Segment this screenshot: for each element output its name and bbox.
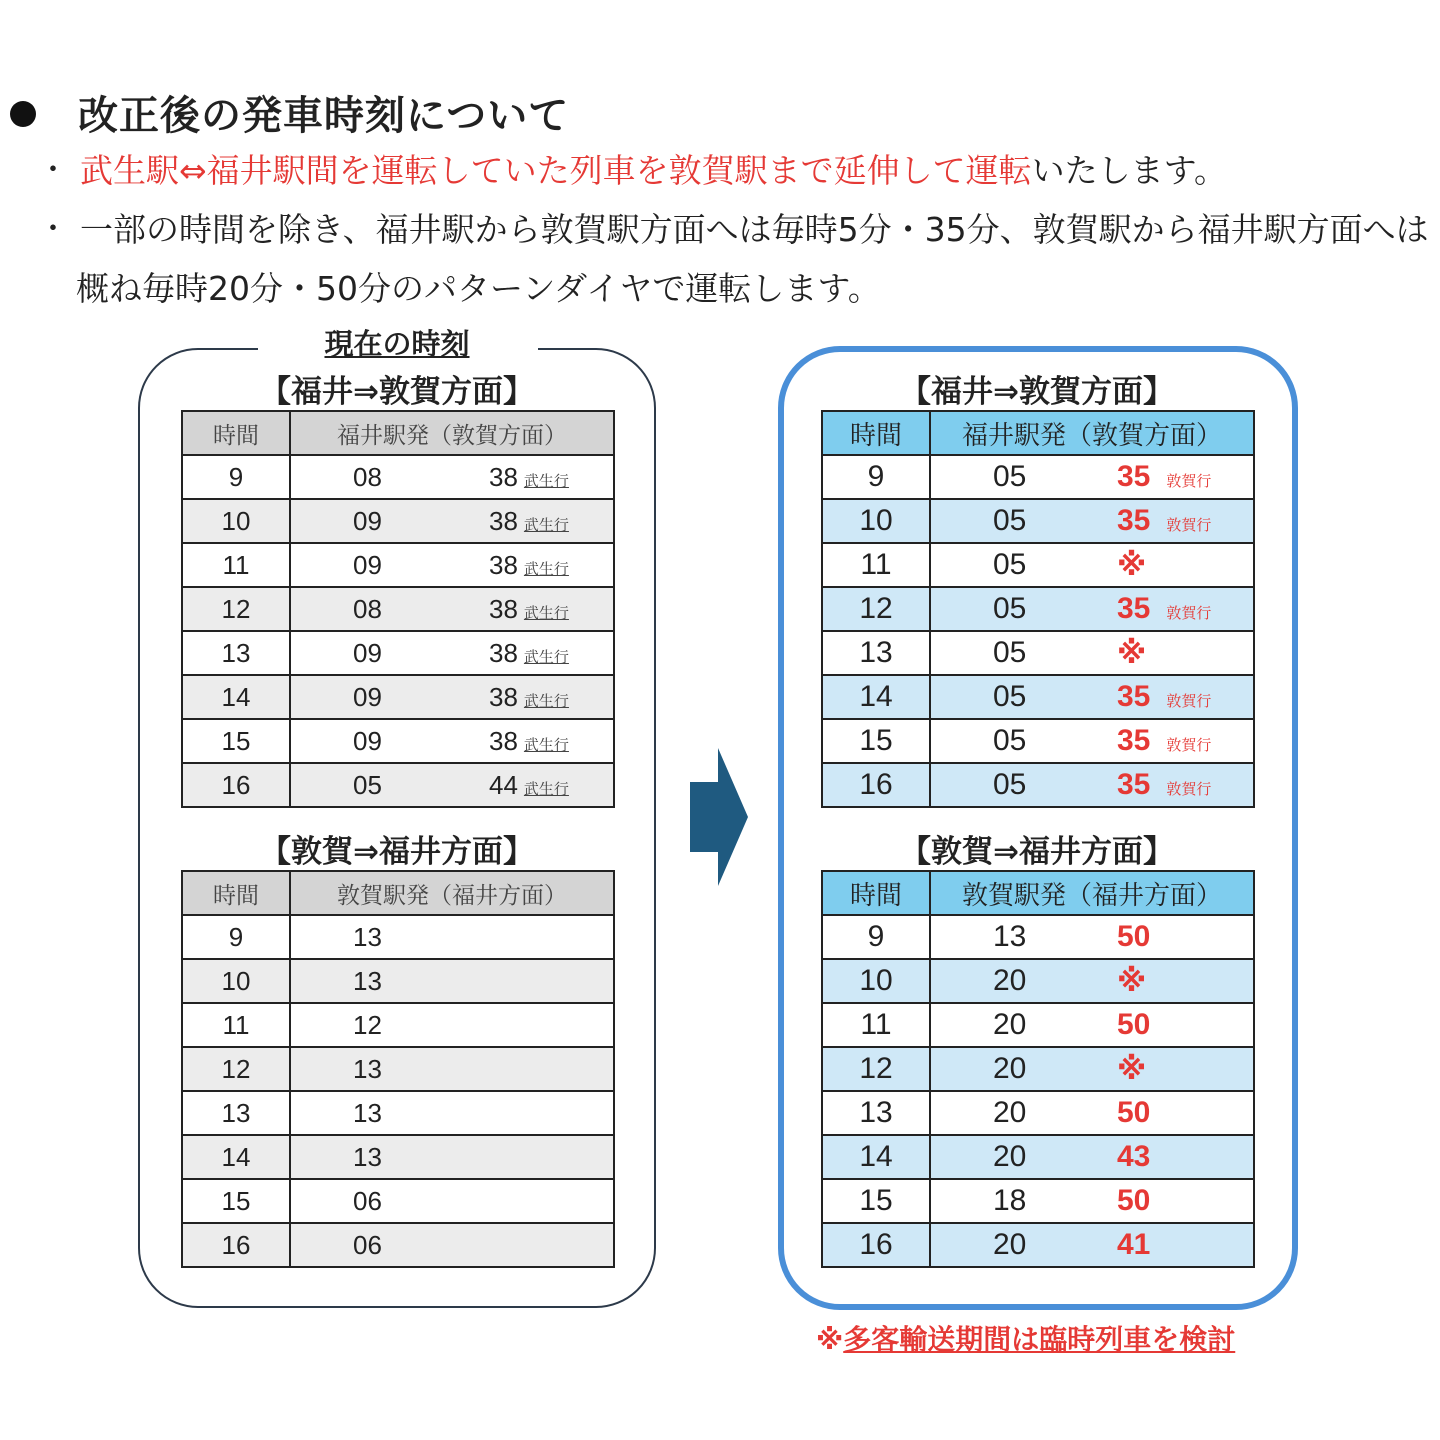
departure-time — [1117, 724, 1211, 758]
table-row — [822, 763, 1254, 807]
hour-cell: 13 — [822, 1091, 930, 1135]
departure-time: 05 — [993, 768, 1027, 801]
times-cell — [290, 1003, 614, 1047]
table-row — [822, 1091, 1254, 1135]
bullet-2-line-2: 概ね毎時20分・50分のパターンダイヤで運転します。 — [76, 269, 881, 308]
departure-time: 09 — [353, 726, 382, 756]
time-value: 38 — [489, 594, 518, 624]
times-cell — [930, 1179, 1254, 1223]
hour-cell: 12 — [822, 587, 930, 631]
table-row — [822, 915, 1254, 959]
hour-cell: 11 — [822, 543, 930, 587]
hour-cell: 13 — [182, 1091, 290, 1135]
table-row — [182, 1003, 614, 1047]
hour-cell: 10 — [822, 499, 930, 543]
table-header — [182, 411, 614, 455]
departure-time — [1117, 768, 1211, 802]
departure-time: 13 — [353, 922, 382, 952]
heading-text: 改正後の発車時刻について — [78, 93, 570, 139]
hour-cell: 16 — [822, 763, 930, 807]
time-value: ※ — [1117, 1053, 1147, 1086]
destination-note: 武生行 — [523, 604, 569, 622]
departure-time: 08 — [353, 594, 382, 624]
times-cell — [930, 1047, 1254, 1091]
table-row — [822, 959, 1254, 1003]
departure-time: 05 — [993, 548, 1027, 581]
departure-time: 05 — [993, 592, 1027, 625]
departure-time: 05 — [993, 636, 1027, 669]
departure-time — [489, 726, 569, 757]
time-value: 41 — [1117, 1228, 1151, 1261]
departure-time: 20 — [993, 1096, 1027, 1129]
departure-time: 18 — [993, 1184, 1027, 1217]
hour-cell: 9 — [182, 455, 290, 499]
table-row — [182, 959, 614, 1003]
hour-cell: 12 — [822, 1047, 930, 1091]
times-cell — [290, 1047, 614, 1091]
departure-time — [1117, 592, 1211, 626]
times-cell — [930, 959, 1254, 1003]
times-cell — [290, 959, 614, 1003]
destination-note: 敦賀行 — [1166, 472, 1212, 490]
departure-time: 09 — [353, 638, 382, 668]
hour-cell: 15 — [182, 1179, 290, 1223]
departure-time — [489, 550, 569, 581]
destination-note: 武生行 — [523, 648, 569, 666]
hour-cell: 13 — [182, 631, 290, 675]
header-hour: 時間 — [182, 871, 290, 915]
departure-time: 13 — [353, 966, 382, 996]
departure-time: 20 — [993, 964, 1027, 997]
hour-cell: 11 — [822, 1003, 930, 1047]
times-cell — [290, 1091, 614, 1135]
departure-time: 20 — [993, 1008, 1027, 1041]
current-inbound-table — [181, 870, 615, 1268]
footnote-text: 多客輸送期間は臨時列車を検討 — [843, 1323, 1236, 1356]
table-row — [182, 543, 614, 587]
hour-cell: 14 — [822, 675, 930, 719]
departure-time: 20 — [993, 1140, 1027, 1173]
departure-time: 08 — [353, 462, 382, 492]
hour-cell: 9 — [822, 915, 930, 959]
header-times: 福井駅発（敦賀方面） — [290, 411, 614, 455]
departure-time — [1117, 680, 1211, 714]
departure-time — [1117, 920, 1150, 954]
hour-cell: 11 — [182, 1003, 290, 1047]
table-row — [822, 543, 1254, 587]
table-row — [182, 719, 614, 763]
table-row — [182, 915, 614, 959]
time-value: 38 — [489, 682, 518, 712]
times-cell — [290, 587, 614, 631]
departure-time: 05 — [353, 770, 382, 800]
bullet-1-highlight: 武生駅⇔福井駅間を運転していた列車を敦賀駅まで延伸して運転 — [80, 151, 1032, 190]
hour-cell: 9 — [822, 455, 930, 499]
hour-cell: 13 — [822, 631, 930, 675]
table-row — [822, 719, 1254, 763]
time-value: 50 — [1117, 1096, 1151, 1129]
departure-time — [1117, 1052, 1146, 1087]
times-cell — [290, 1179, 614, 1223]
destination-note: 武生行 — [523, 692, 569, 710]
departure-time — [489, 462, 569, 493]
table-row — [822, 1135, 1254, 1179]
times-cell — [930, 631, 1254, 675]
header-hour: 時間 — [822, 871, 930, 915]
table-row — [822, 675, 1254, 719]
hour-cell: 12 — [182, 587, 290, 631]
time-value: 50 — [1117, 1184, 1151, 1217]
header-hour: 時間 — [822, 411, 930, 455]
times-cell — [290, 455, 614, 499]
header-hour: 時間 — [182, 411, 290, 455]
destination-note: 敦賀行 — [1166, 516, 1212, 534]
table-row — [182, 1135, 614, 1179]
table-row — [182, 1047, 614, 1091]
destination-note: 敦賀行 — [1166, 604, 1212, 622]
times-cell — [930, 675, 1254, 719]
table-row — [182, 587, 614, 631]
table-header — [822, 411, 1254, 455]
departure-time — [1117, 636, 1146, 671]
times-cell — [290, 631, 614, 675]
time-value: 38 — [489, 726, 518, 756]
departure-time — [489, 638, 569, 669]
footnote-mark: ※ — [816, 1323, 844, 1356]
bullet-1 — [38, 142, 1228, 200]
departure-time: 13 — [993, 920, 1027, 953]
time-value: ※ — [1117, 965, 1147, 998]
hour-cell: 10 — [182, 499, 290, 543]
departure-time: 09 — [353, 682, 382, 712]
hour-cell: 15 — [182, 719, 290, 763]
table-row — [822, 1003, 1254, 1047]
revised-inbound-title: 【敦賀⇒福井方面】 — [900, 834, 1174, 870]
time-value: 38 — [489, 638, 518, 668]
times-cell — [930, 1223, 1254, 1267]
time-value: 35 — [1117, 504, 1151, 537]
hour-cell: 14 — [822, 1135, 930, 1179]
revised-outbound-title: 【福井⇒敦賀方面】 — [900, 374, 1174, 410]
table-row — [822, 499, 1254, 543]
departure-time: 12 — [353, 1010, 382, 1040]
hour-cell: 16 — [182, 763, 290, 807]
times-cell — [930, 587, 1254, 631]
bullet-2 — [38, 201, 1429, 259]
times-cell — [930, 543, 1254, 587]
footnote — [816, 1318, 1235, 1358]
bullet-mark: ・ — [38, 212, 68, 247]
table-row — [182, 1091, 614, 1135]
hour-cell: 16 — [182, 1223, 290, 1267]
hour-cell: 12 — [182, 1047, 290, 1091]
hour-cell: 14 — [182, 675, 290, 719]
table-row — [182, 499, 614, 543]
times-cell — [930, 1135, 1254, 1179]
hour-cell: 9 — [182, 915, 290, 959]
header-times: 福井駅発（敦賀方面） — [930, 411, 1254, 455]
time-value: 35 — [1117, 724, 1151, 757]
time-value: 44 — [489, 770, 518, 800]
departure-time — [1117, 964, 1146, 999]
times-cell — [290, 763, 614, 807]
revised-inbound-table — [821, 870, 1255, 1268]
departure-time — [1117, 1140, 1150, 1174]
table-row — [182, 1223, 614, 1267]
table-row — [182, 675, 614, 719]
departure-time — [1117, 504, 1211, 538]
times-cell — [930, 915, 1254, 959]
departure-time: 05 — [993, 460, 1027, 493]
departure-time — [1117, 1096, 1150, 1130]
time-value: ※ — [1117, 549, 1147, 582]
times-cell — [930, 1003, 1254, 1047]
table-row — [822, 587, 1254, 631]
table-row — [182, 631, 614, 675]
departure-time: 13 — [353, 1098, 382, 1128]
departure-time — [1117, 1008, 1150, 1042]
departure-time — [489, 682, 569, 713]
hour-cell: 16 — [822, 1223, 930, 1267]
bullet-dot-icon — [10, 101, 36, 127]
table-row — [822, 1223, 1254, 1267]
times-cell — [930, 763, 1254, 807]
hour-cell: 15 — [822, 1179, 930, 1223]
time-value: 35 — [1117, 680, 1151, 713]
departure-time: 05 — [993, 680, 1027, 713]
hour-cell: 10 — [822, 959, 930, 1003]
departure-time: 09 — [353, 506, 382, 536]
destination-note: 武生行 — [523, 560, 569, 578]
departure-time: 13 — [353, 1054, 382, 1084]
current-caption: 現在の時刻 — [324, 327, 470, 361]
times-cell — [930, 1091, 1254, 1135]
times-cell — [290, 915, 614, 959]
departure-time: 06 — [353, 1230, 382, 1260]
departure-time: 20 — [993, 1052, 1027, 1085]
times-cell — [930, 499, 1254, 543]
departure-time: 05 — [993, 724, 1027, 757]
right-arrow-icon — [690, 748, 750, 886]
table-row — [182, 1179, 614, 1223]
time-value: 35 — [1117, 768, 1151, 801]
hour-cell: 10 — [182, 959, 290, 1003]
table-row — [822, 1179, 1254, 1223]
times-cell — [290, 675, 614, 719]
time-value: 50 — [1117, 920, 1151, 953]
table-header — [822, 871, 1254, 915]
time-value: ※ — [1117, 637, 1147, 670]
hour-cell: 14 — [182, 1135, 290, 1179]
destination-note: 武生行 — [523, 780, 569, 798]
bullet-mark: ・ — [38, 153, 68, 188]
time-value: 50 — [1117, 1008, 1151, 1041]
departure-time — [1117, 460, 1211, 494]
times-cell — [290, 499, 614, 543]
revised-outbound-table — [821, 410, 1255, 808]
departure-time: 09 — [353, 550, 382, 580]
time-value: 35 — [1117, 592, 1151, 625]
time-value: 43 — [1117, 1140, 1151, 1173]
current-inbound-title: 【敦賀⇒福井方面】 — [260, 834, 534, 870]
table-row — [182, 455, 614, 499]
page-heading — [10, 84, 569, 141]
times-cell — [290, 543, 614, 587]
current-outbound-table — [181, 410, 615, 808]
departure-time — [489, 770, 569, 801]
bullet-2-line-1: 一部の時間を除き、福井駅から敦賀駅方面へは毎時5分・35分、敦賀駅から福井駅方面へは — [80, 210, 1429, 249]
table-row — [822, 631, 1254, 675]
time-value: 38 — [489, 506, 518, 536]
hour-cell: 15 — [822, 719, 930, 763]
departure-time — [489, 506, 569, 537]
table-row — [182, 763, 614, 807]
destination-note: 敦賀行 — [1166, 736, 1212, 754]
departure-time — [489, 594, 569, 625]
table-row — [822, 455, 1254, 499]
time-value: 38 — [489, 550, 518, 580]
hour-cell: 11 — [182, 543, 290, 587]
departure-time: 20 — [993, 1228, 1027, 1261]
time-value: 35 — [1117, 460, 1151, 493]
times-cell — [290, 1135, 614, 1179]
bullet-1-rest: いたします。 — [1031, 151, 1228, 190]
times-cell — [930, 455, 1254, 499]
departure-time — [1117, 1228, 1150, 1262]
destination-note: 敦賀行 — [1166, 780, 1212, 798]
times-cell — [290, 1223, 614, 1267]
table-header — [182, 871, 614, 915]
departure-time: 13 — [353, 1142, 382, 1172]
header-times: 敦賀駅発（福井方面） — [930, 871, 1254, 915]
destination-note: 武生行 — [523, 472, 569, 490]
header-times: 敦賀駅発（福井方面） — [290, 871, 614, 915]
time-value: 38 — [489, 462, 518, 492]
destination-note: 敦賀行 — [1166, 692, 1212, 710]
current-outbound-title: 【福井⇒敦賀方面】 — [260, 374, 534, 410]
times-cell — [290, 719, 614, 763]
destination-note: 武生行 — [523, 736, 569, 754]
table-row — [822, 1047, 1254, 1091]
destination-note: 武生行 — [523, 516, 569, 534]
departure-time: 05 — [993, 504, 1027, 537]
departure-time — [1117, 1184, 1150, 1218]
departure-time: 06 — [353, 1186, 382, 1216]
times-cell — [930, 719, 1254, 763]
departure-time — [1117, 548, 1146, 583]
